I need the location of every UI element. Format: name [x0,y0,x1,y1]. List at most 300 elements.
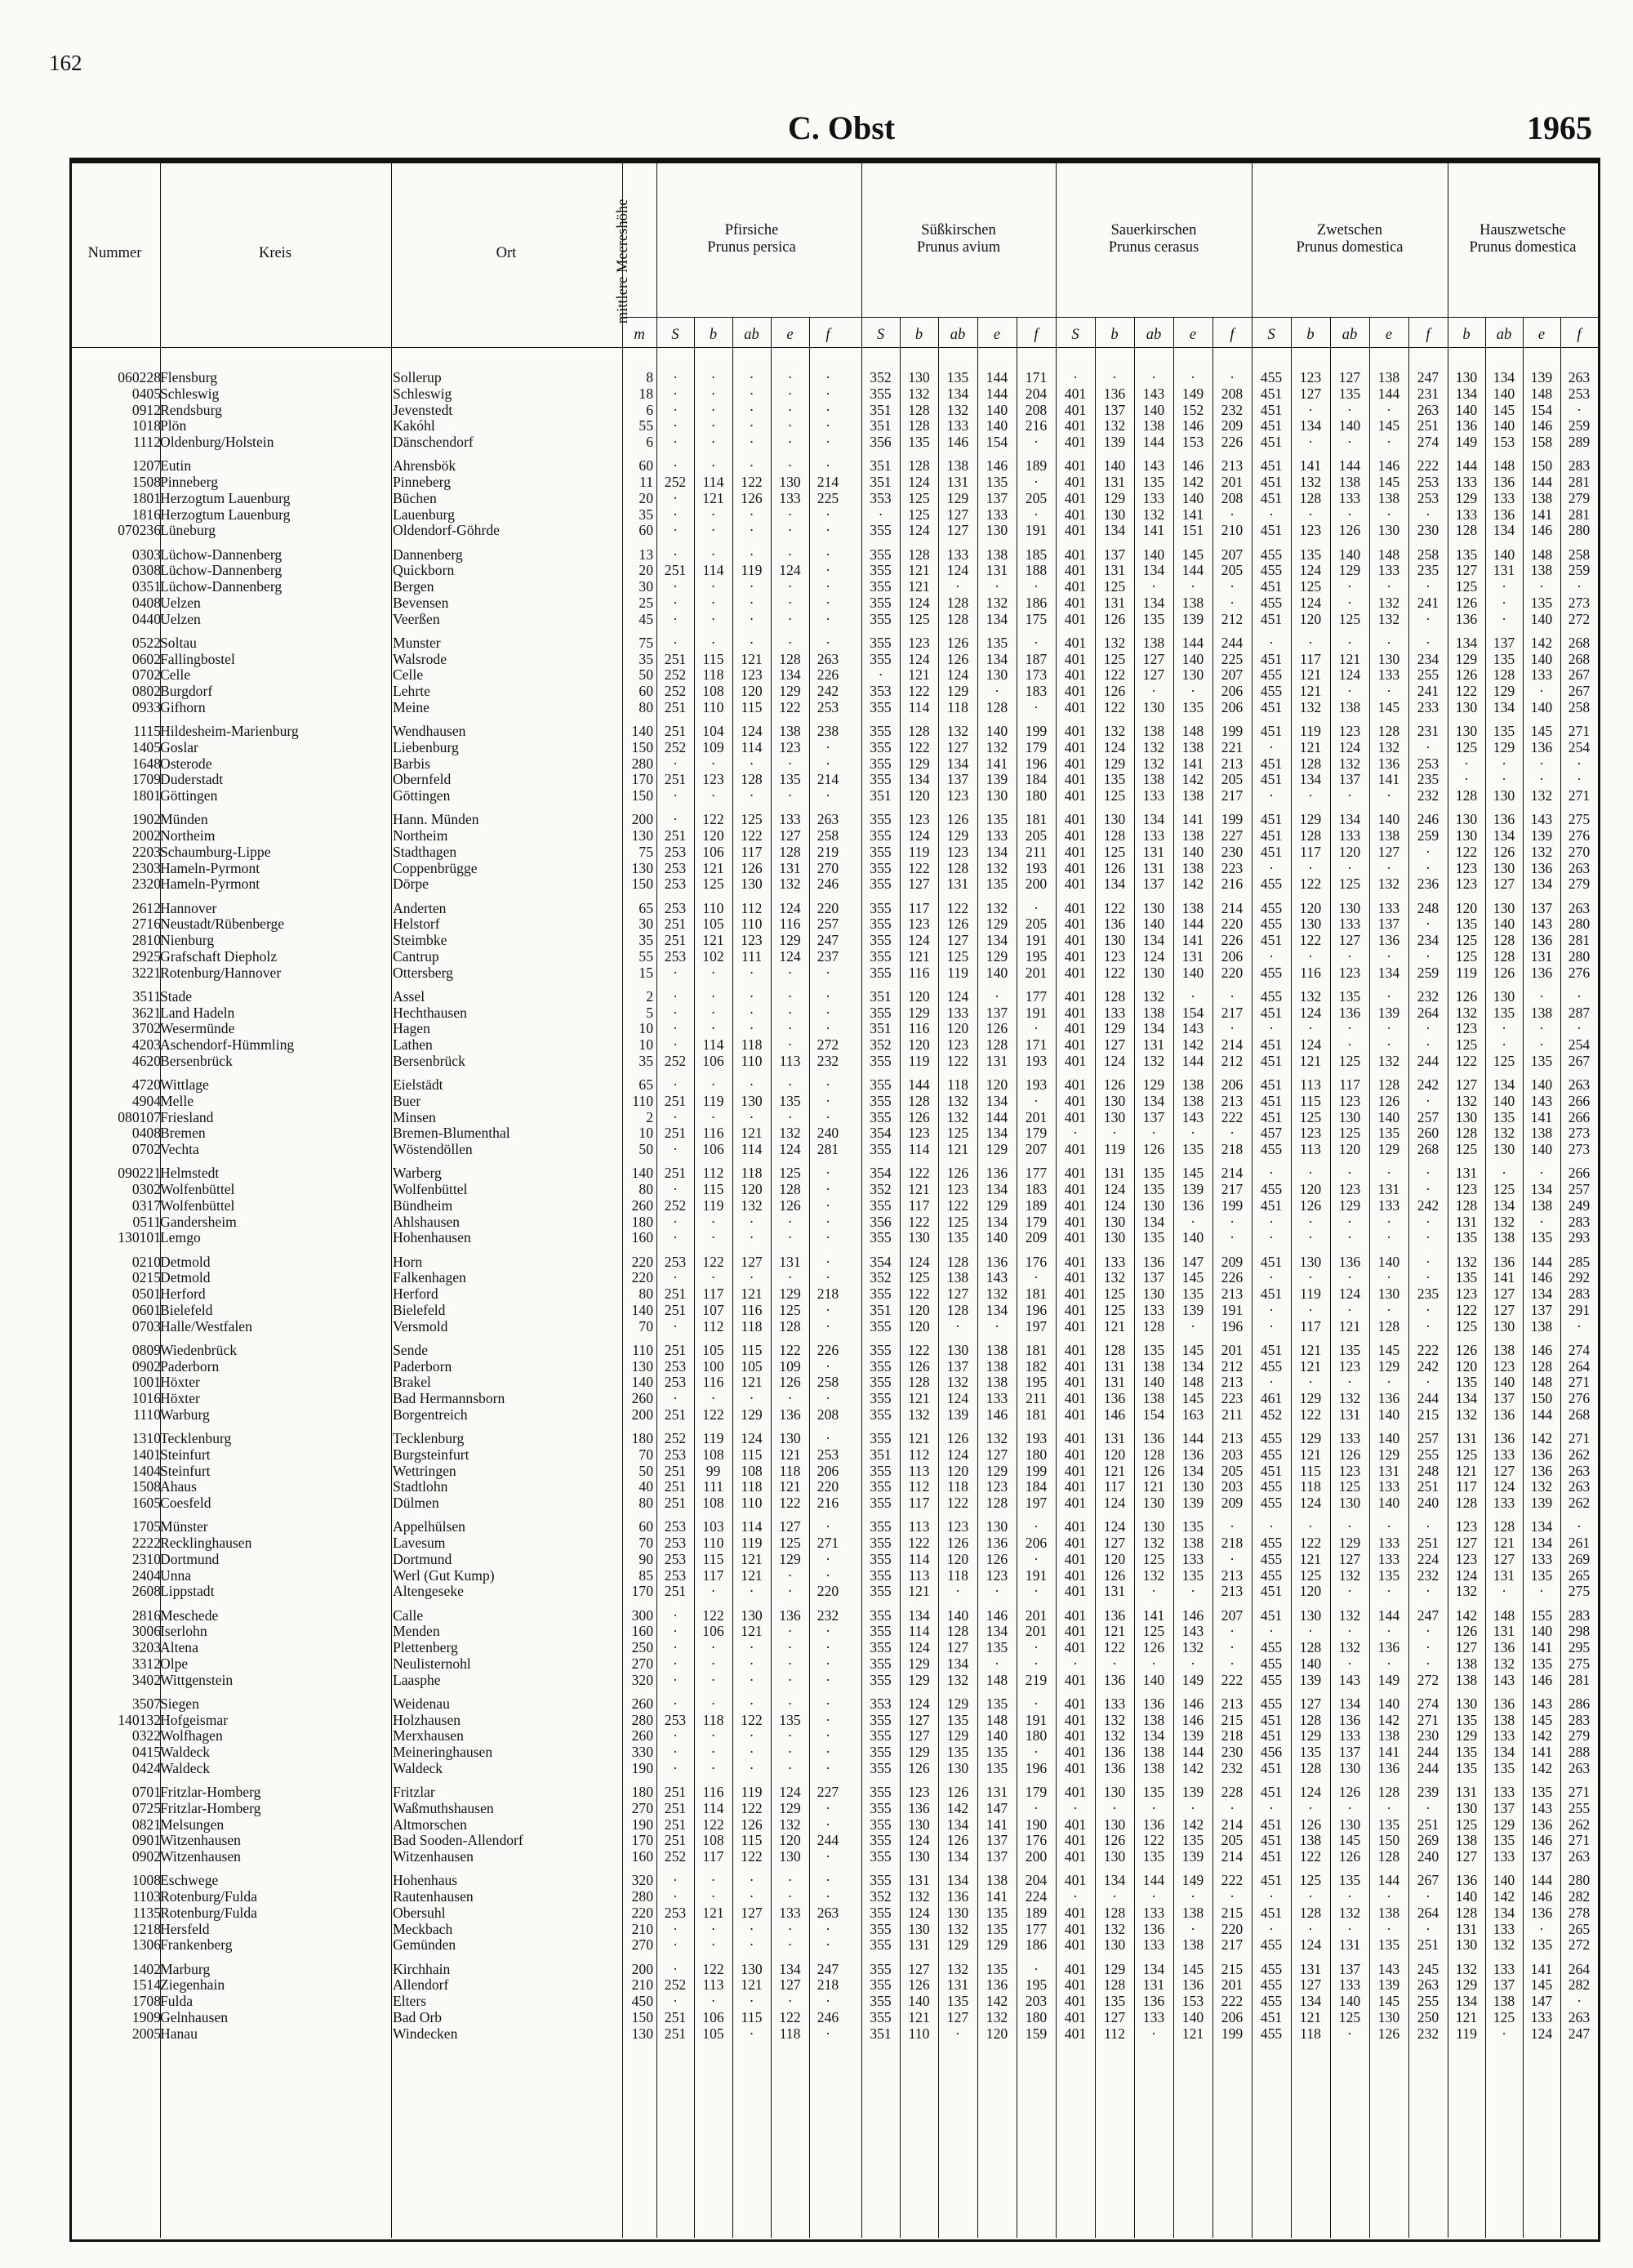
cell-value: 123 [1455,1518,1478,1535]
cell-value: 121 [741,1976,763,1994]
cell-value: 126 [1103,1566,1126,1584]
cell-value: · [825,578,830,595]
cell-ort: Meine [393,698,429,715]
cell-value: 112 [908,1478,930,1495]
cell-value: 455 [1260,1357,1283,1375]
cell-ort: Stadtlohn [393,1478,448,1495]
cell-value: · [1230,1655,1235,1672]
cell-value: 267 [1417,1872,1439,1889]
cell-value: 211 [1221,1406,1243,1423]
cell-value: 123 [1455,1285,1478,1302]
cell-value: 146 [1181,1606,1204,1624]
cell-value: 128 [908,417,930,434]
cell-value: 139 [1181,1181,1204,1197]
cell-value: 105 [702,1341,724,1358]
cell-value: 136 [1142,1430,1165,1446]
cell-value: · [787,787,793,804]
cell-nummer: 2222 [131,1535,161,1551]
cell-value: 118 [702,1711,724,1728]
cell-value: 128 [1493,666,1515,684]
cell-value: 127 [1493,1285,1515,1302]
cell-value: 199 [1221,2025,1244,2042]
cell-value: 124 [908,474,930,490]
cell-value: 266 [1568,1092,1591,1109]
cell-nummer: 1008 [131,1872,161,1889]
cell-value: 258 [1568,698,1591,715]
cell-value: 132 [1455,1583,1478,1600]
cell-value: · [1073,1888,1078,1905]
cell-value: 131 [1103,1374,1126,1391]
cell-ort: Horn [393,1253,423,1270]
cell-value: 219 [1025,1671,1048,1688]
cell-value: 105 [702,2025,724,2042]
cell-value: 220 [816,899,839,916]
cell-value: · [1386,1888,1391,1905]
cell-value: 143 [1530,1092,1553,1109]
cell-value: 122 [702,1406,724,1423]
cell-value: 351 [870,417,892,434]
cell-value: 250 [1417,2008,1439,2025]
cell-value: 112 [702,1317,724,1335]
cell-value: · [1190,1583,1195,1600]
cell-value: 130 [779,1848,801,1865]
cell-value: 135 [1142,1181,1165,1197]
table-row [0,1214,1633,1230]
cell-value: · [1269,1888,1274,1905]
cell-value: · [1386,1623,1391,1640]
cell-value: 125 [908,489,930,506]
cell-value: 355 [870,1108,892,1125]
cell-kreis: Fritzlar-Homberg [160,1784,261,1800]
cell-value: · [673,401,678,418]
cell-value: 146 [986,1606,1008,1624]
cell-value: 140 [1338,1993,1361,2009]
cell-value: 128 [1299,1904,1322,1921]
cell-value: 136 [1530,1462,1553,1479]
cell-value: 210 [1221,522,1244,539]
cell-value: 124 [1299,594,1322,611]
cell-value: 141 [1142,1606,1165,1624]
cell-value: 133 [1493,1960,1515,1977]
cell-value: 129 [741,1406,763,1423]
cell-value: · [825,506,830,523]
cell-ort: Burgsteinfurt [393,1446,469,1463]
cell-value: 134 [1530,1181,1553,1197]
cell-elevation: 10 [639,1036,653,1053]
cell-value: 253 [664,899,687,916]
cell-value: 137 [1142,1269,1165,1286]
cell-value: 125 [1103,650,1126,667]
cell-value: 196 [1025,755,1048,772]
cell-ort: Göttingen [393,787,451,804]
cell-value: 196 [1025,1301,1048,1318]
cell-value: · [1269,1317,1274,1335]
cell-value: · [749,1390,754,1406]
cell-value: 134 [946,1872,969,1889]
cell-value: 137 [1338,771,1361,788]
cell-value: · [1034,506,1039,523]
cell-value: · [1151,1888,1156,1905]
cell-value: 129 [946,489,969,506]
cell-value: 127 [1299,1695,1322,1712]
cell-elevation: 55 [639,947,653,965]
cell-value: · [1308,1229,1313,1246]
cell-value: 134 [779,1960,801,1977]
cell-value: 124 [779,1141,801,1157]
cell-value: 120 [986,2025,1008,2042]
cell-nummer: 0415 [131,1744,161,1760]
grid-line [861,161,862,2238]
cell-value: 252 [664,1848,687,1865]
cell-value: 281 [1568,506,1591,523]
table-row [0,1816,1633,1833]
cell-value: 136 [1377,932,1400,948]
cell-value: 133 [1338,827,1361,844]
cell-value: 116 [1300,964,1321,981]
cell-value: 233 [1417,698,1439,715]
cell-value: 220 [1221,1920,1244,1937]
cell-ort: Helstorf [393,916,440,933]
table-row [0,1800,1633,1816]
cell-value: 263 [1417,401,1439,418]
cell-ort: Veerßen [393,610,440,627]
header-rule [71,347,1599,348]
cell-value: 130 [1338,1816,1361,1833]
cell-value: 130 [1338,899,1361,916]
cell-nummer: 0701 [131,1784,161,1800]
cell-value: 195 [1025,947,1048,965]
cell-value: 283 [1568,1606,1591,1624]
group-name: Sauerkirschen [1110,222,1197,238]
cell-nummer: 0602 [131,650,161,667]
cell-value: · [673,1269,678,1286]
cell-value: 251 [664,1406,687,1423]
cell-value: 237 [816,947,839,965]
cell-value: 108 [702,1446,724,1463]
cell-ort: Waßmuthshausen [393,1799,494,1816]
cell-value: 176 [1025,1832,1048,1849]
cell-value: 154 [1530,401,1553,418]
cell-value: 144 [1181,1430,1204,1446]
cell-value: 123 [986,1478,1008,1495]
cell-value: 125 [1299,578,1322,595]
cell-value: 140 [1338,417,1361,434]
cell-nummer: 0351 [131,578,161,595]
cell-value: 138 [1142,723,1165,739]
cell-value: · [994,578,999,595]
cell-value: · [710,1993,716,2009]
cell-value: 355 [870,1141,892,1157]
cell-value: · [749,964,754,981]
cell-value: 203 [1221,1446,1244,1463]
cell-value: 134 [1142,562,1165,579]
cell-value: 138 [1299,1832,1322,1849]
cell-value: 129 [1338,1535,1361,1551]
cell-value: 222 [1221,1993,1244,2009]
cell-value: 133 [946,546,969,563]
cell-value: 134 [946,385,969,402]
cell-value: · [1426,1799,1431,1816]
cell-value: 353 [870,489,892,506]
cell-value: 134 [986,1213,1008,1230]
cell-value: 134 [986,843,1008,860]
cell-value: 123 [1103,947,1126,965]
cell-ort: Hagen [393,1020,430,1037]
cell-kreis: Gifhorn [160,698,206,715]
cell-value: 291 [1568,1301,1591,1318]
cell-value: 123 [946,787,969,804]
cell-value: 125 [1103,843,1126,860]
cell-value: 132 [1338,1390,1361,1406]
cell-value: 112 [702,1165,724,1182]
cell-value: · [825,1092,830,1109]
cell-ort: Celle [393,666,424,684]
cell-value: 193 [1025,859,1048,876]
cell-value: 235 [1417,771,1439,788]
cell-value: 124 [908,932,930,948]
cell-value: 120 [908,1317,930,1335]
cell-value: 142 [1530,1430,1553,1446]
cell-value: 111 [702,1478,724,1495]
cell-value: 123 [946,843,969,860]
cell-value: 251 [664,1799,687,1816]
cell-value: 134 [986,650,1008,667]
cell-elevation: 140 [631,1301,653,1318]
cell-value: 351 [870,474,892,490]
cell-value: 355 [870,1976,892,1994]
cell-value: · [1347,1301,1352,1318]
cell-value: 106 [702,1141,724,1157]
cell-value: 287 [1568,1004,1591,1021]
cell-value: 123 [1299,369,1322,385]
cell-value: 136 [1530,1446,1553,1463]
cell-kreis: Höxter [160,1374,200,1391]
cell-value: 130 [1455,698,1478,715]
cell-value: 126 [908,1108,930,1125]
cell-value: 135 [1181,1518,1204,1535]
cell-nummer: 0511 [132,1213,161,1230]
cell-value: 451 [1260,401,1283,418]
cell-ort: Büchen [393,489,437,506]
cell-value: 248 [1417,1462,1439,1479]
cell-value: · [1426,738,1431,755]
cell-value: · [825,787,830,804]
cell-value: 137 [1493,1976,1515,1994]
cell-value: 126 [946,1832,969,1849]
cell-value: 124 [1299,1036,1322,1053]
cell-value: 455 [1260,1478,1283,1495]
cell-elevation: 15 [639,964,653,981]
cell-value: 136 [1530,932,1553,948]
cell-value: · [1151,1655,1156,1672]
cell-value: · [825,1872,830,1889]
cell-elevation: 50 [639,1462,653,1479]
cell-value: 141 [1181,932,1204,948]
cell-value: 259 [1568,417,1591,434]
cell-value: 401 [1064,1020,1087,1037]
cell-value: · [787,1583,793,1600]
cell-value: 127 [741,1253,763,1270]
cell-ort: Wöstendöllen [393,1141,473,1157]
cell-value: 251 [664,650,687,667]
cell-elevation: 180 [631,1784,653,1800]
cell-value: 355 [870,1711,892,1728]
cell-value: 126 [1455,594,1478,611]
cell-value: · [710,1936,716,1954]
cell-nummer: 0210 [131,1253,161,1270]
cell-value: 281 [816,1141,839,1157]
cell-value: 201 [1025,964,1048,981]
cell-value: · [710,1759,716,1776]
cell-value: 282 [1568,1976,1591,1994]
cell-kreis: Witzenhausen [160,1848,241,1865]
cell-value: · [749,1759,754,1776]
cell-value: · [749,369,754,385]
cell-value: 125 [1142,1550,1165,1567]
cell-value: 401 [1064,666,1087,684]
cell-value: 351 [870,2025,892,2042]
cell-value: · [825,1269,830,1286]
table-row [0,1518,1633,1535]
cell-value: 264 [1568,1960,1591,1977]
cell-value: 140 [1338,546,1361,563]
table-row [0,369,1633,385]
cell-value: · [673,1141,678,1157]
cell-value: 355 [870,771,892,788]
group-latin: Prunus domestica [1469,239,1577,256]
cell-value: 140 [1530,1076,1553,1093]
cell-value: · [673,1639,678,1655]
cell-value: · [749,506,754,523]
cell-value: 146 [946,434,969,450]
cell-value: 130 [779,474,801,490]
cell-value: 141 [1181,506,1204,523]
cell-value: 401 [1064,1253,1087,1270]
cell-value: 131 [1142,1976,1165,1994]
cell-value: 134 [1299,771,1322,788]
grid-line [809,317,810,2238]
cell-value: 141 [1377,1744,1400,1760]
cell-value: 132 [1338,1566,1361,1584]
cell-value: 401 [1064,1301,1087,1318]
table-row [0,1269,1633,1285]
cell-value: 271 [1568,723,1591,739]
cell-kreis: Nienburg [160,932,215,948]
cell-nummer: 1902 [131,811,161,828]
cell-value: 130 [908,1920,930,1937]
cell-value: 141 [986,1888,1008,1905]
cell-value: · [1539,1020,1544,1037]
cell-value: 144 [1181,1052,1204,1069]
cell-value: 288 [1568,1744,1591,1760]
table-row [0,1406,1633,1423]
cell-kreis: Eutin [160,457,192,475]
cell-value: 106 [702,843,724,860]
cell-value: 401 [1064,964,1087,981]
cell-value: 451 [1260,1462,1283,1479]
cell-value: · [787,1744,793,1760]
cell-value: 123 [946,1036,969,1053]
cell-value: · [1386,634,1391,651]
cell-value: 208 [1221,385,1244,402]
cell-value: · [787,1671,793,1688]
cell-value: 133 [1493,1848,1515,1865]
cell-value: 214 [1221,1036,1244,1053]
cell-value: 401 [1064,683,1087,699]
cell-value: 136 [1181,1196,1204,1214]
cell-ort: Obersuhl [393,1904,446,1921]
cell-nummer: 0912 [131,401,161,418]
cell-value: 130 [1338,1495,1361,1511]
cell-value: 218 [1221,1727,1244,1744]
table-row [0,666,1633,683]
table-row [0,1921,1633,1937]
cell-value: 124 [741,1430,763,1446]
cell-nummer: 0725 [131,1799,161,1816]
cell-value: 128 [1299,1759,1322,1776]
cell-value: 135 [946,1711,969,1728]
cell-value: · [1426,843,1431,860]
cell-value: · [1190,1655,1195,1672]
cell-value: 121 [1455,2008,1478,2025]
cell-value: 119 [1456,964,1477,981]
table-row [0,1936,1633,1953]
cell-value: 134 [1493,522,1515,539]
table-row [0,723,1633,739]
cell-kreis: Goslar [160,738,198,755]
cell-value: 401 [1064,1374,1087,1391]
cell-value: 136 [1530,1816,1553,1833]
cell-nummer: 3702 [131,1020,161,1037]
cell-elevation: 150 [631,2008,653,2025]
cell-value: 283 [1568,1711,1591,1728]
cell-value: 123 [1455,859,1478,876]
cell-value: 401 [1064,434,1087,450]
cell-value: 131 [1493,1623,1515,1640]
cell-value: · [787,1036,793,1053]
cell-value: 401 [1064,1092,1087,1109]
cell-value: 127 [908,1727,930,1744]
cell-kreis: Herzogtum Lauenburg [160,489,291,506]
cell-value: 140 [1530,650,1553,667]
cell-value: 114 [702,1799,724,1816]
cell-value: 119 [908,1052,930,1069]
cell-value: 129 [908,1671,930,1688]
cell-value: 121 [1299,683,1322,699]
cell-ort: Northeim [393,827,448,844]
grid-line [771,317,772,2238]
cell-value: 135 [1299,1744,1322,1760]
cell-value: · [1426,1655,1431,1672]
cell-value: 121 [908,1583,930,1600]
cell-value: 127 [1455,1076,1478,1093]
cell-value: 354 [870,1125,892,1142]
cell-value: 355 [870,1960,892,1977]
table-row [0,827,1633,844]
cell-value: · [673,1317,678,1335]
cell-value: · [710,987,716,1005]
cell-value: 455 [1260,1993,1283,2009]
cell-value: 138 [1181,1092,1204,1109]
table-row [0,611,1633,627]
cell-value: · [1269,787,1274,804]
cell-value: 132 [946,1920,969,1937]
cell-value: 140 [1142,916,1165,933]
cell-value: 121 [1299,1446,1322,1463]
cell-kreis: Wolfenbüttel [160,1196,235,1214]
cell-elevation: 260 [631,1727,653,1744]
cell-value: 142 [1181,1816,1204,1833]
